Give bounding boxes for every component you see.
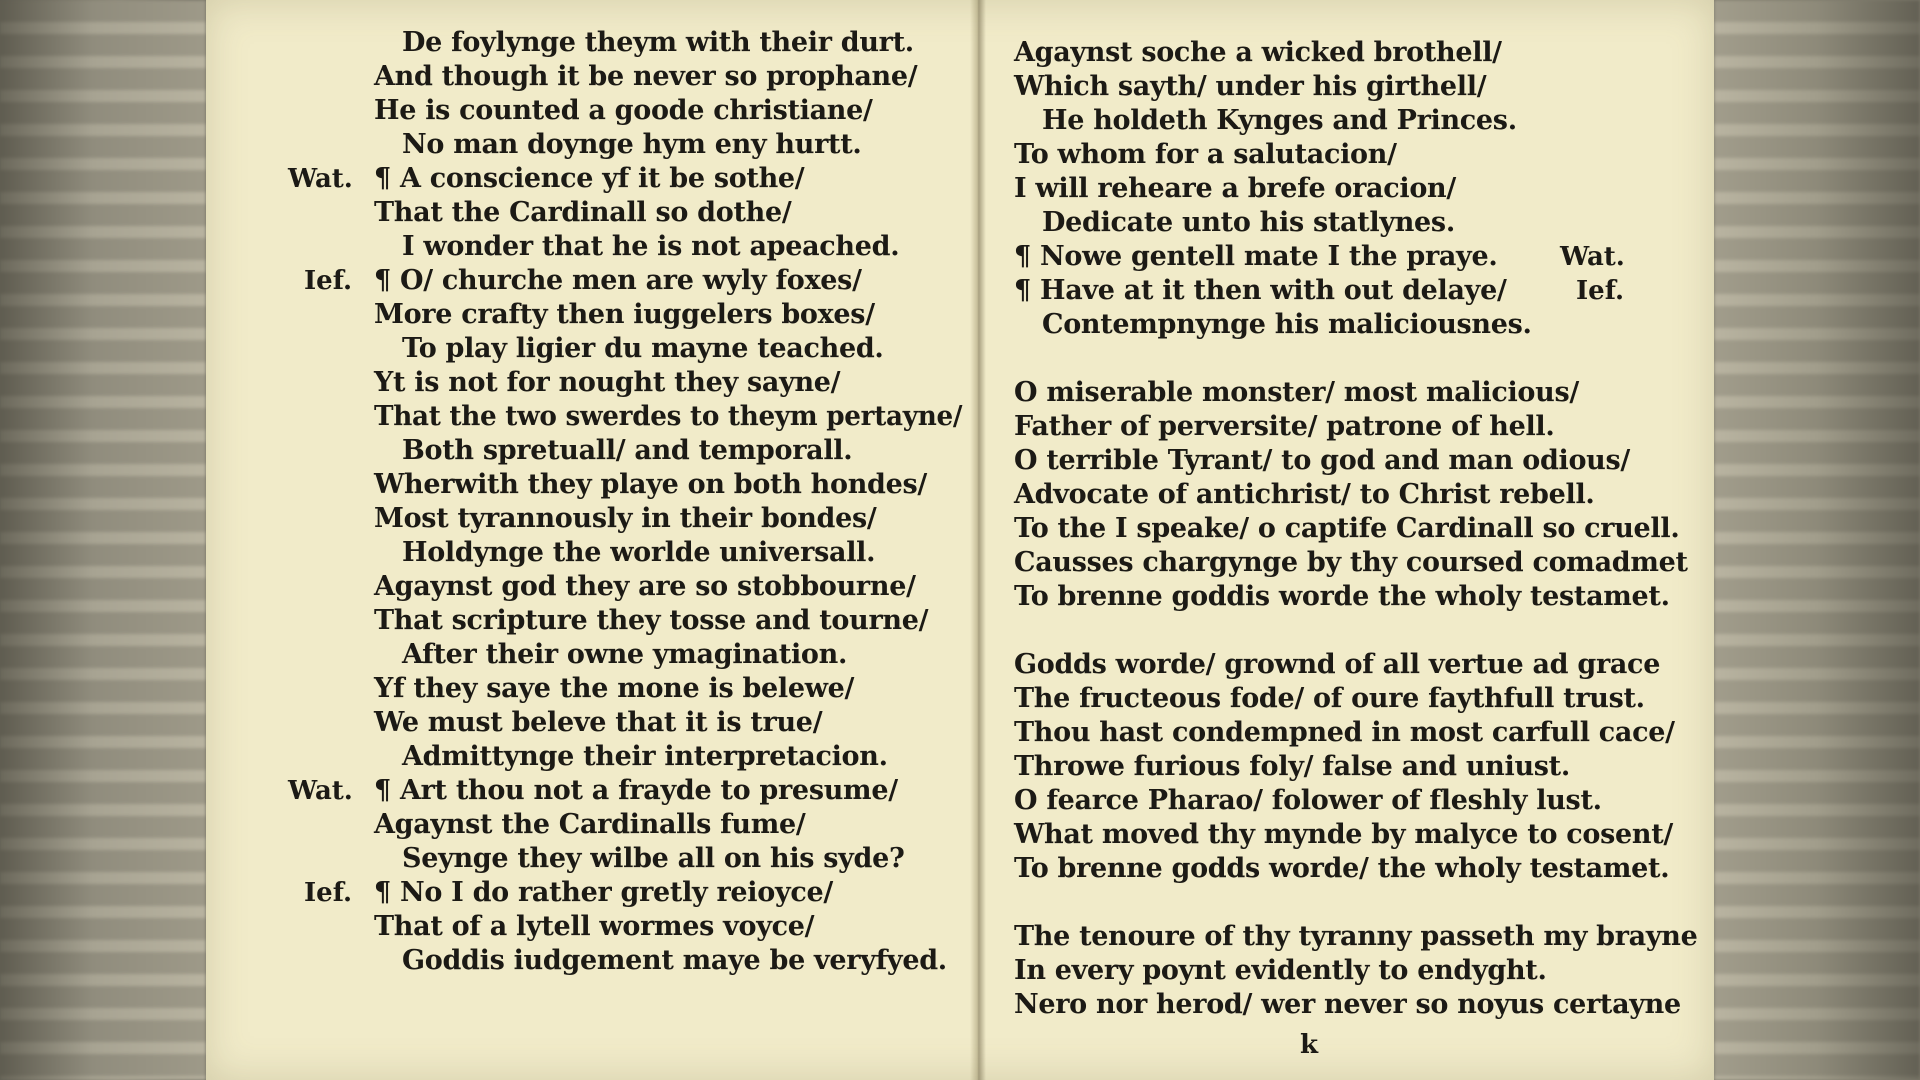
verse-line: Agaynst the Cardinalls fume/	[374, 809, 806, 840]
verse-line: The fructeous fode/ of oure faythfull trust.	[1014, 683, 1645, 714]
verse-line: ¶ A conscience yf it be sothe/	[374, 163, 805, 194]
speaker-label: Wat.	[288, 776, 353, 806]
verse-line: Throwe furious foly/ false and uniust.	[1014, 751, 1570, 782]
speaker-label: Wat.	[1560, 242, 1625, 272]
verse-line: Advocate of antichrist/ to Christ rebell.	[1014, 479, 1595, 510]
verse-line: Agaynst soche a wicked brothell/	[1014, 37, 1502, 68]
verse-line: Godds worde/ grownd of all vertue ad grace	[1014, 649, 1661, 680]
verse-line: Causses chargynge by thy coursed comadmet	[1014, 547, 1688, 578]
verse-line: He holdeth Kynges and Princes.	[1042, 105, 1517, 136]
verse-line: Admittynge their interpretacion.	[402, 741, 888, 772]
verse-line: De foylynge theym with their durt.	[402, 27, 914, 58]
verse-line: Yf they saye the mone is belewe/	[374, 673, 855, 704]
verse-line: What moved thy mynde by malyce to cosent/	[1014, 819, 1673, 850]
verse-line: ¶ No I do rather gretly reioyce/	[374, 877, 833, 908]
verse-line: ¶ Nowe gentell mate I the praye.	[1014, 241, 1498, 272]
verse-line: After their owne ymagination.	[402, 639, 848, 670]
verse-line: No man doynge hym eny hurtt.	[402, 129, 862, 160]
verse-line: He is counted a goode christiane/	[374, 95, 873, 126]
speaker-label: Ief.	[304, 266, 353, 296]
right-page	[986, 0, 1714, 1080]
verse-line: Seynge they wilbe all on his syde?	[402, 843, 905, 874]
verse-line: ¶ Have at it then with out delaye/	[1014, 275, 1507, 306]
verse-line: That scripture they tosse and tourne/	[374, 605, 929, 636]
blurred-left-edge	[0, 0, 206, 1080]
verse-line: The tenoure of thy tyranny passeth my brayne	[1014, 921, 1698, 952]
verse-line: Both spretuall/ and temporall.	[402, 435, 853, 466]
verse-line: Nero nor herod/ wer never so noyus certayne	[1014, 989, 1681, 1020]
verse-line: O fearce Pharao/ folower of fleshly lust.	[1014, 785, 1602, 816]
verse-line: Holdynge the worlde universall.	[402, 537, 876, 568]
speaker-label: Ief.	[1576, 276, 1625, 306]
book-gutter	[970, 0, 986, 1080]
verse-line: To brenne goddis worde the wholy testamet.	[1014, 581, 1670, 612]
signature-mark: k	[1300, 1030, 1319, 1060]
verse-line: To the I speake/ o captife Cardinall so cruell.	[1014, 513, 1680, 544]
book-spread	[206, 0, 1714, 1080]
left-page	[206, 0, 970, 1080]
verse-line: Thou hast condempned in most carfull cace/	[1014, 717, 1675, 748]
verse-line: Dedicate unto his statlynes.	[1042, 207, 1455, 238]
verse-line: To whom for a salutacion/	[1014, 139, 1397, 170]
verse-line: To play ligier du mayne teached.	[402, 333, 884, 364]
verse-line: O terrible Tyrant/ to god and man odious/	[1014, 445, 1630, 476]
verse-line: Which sayth/ under his girthell/	[1014, 71, 1487, 102]
verse-line: I wonder that he is not apeached.	[402, 231, 900, 262]
verse-line: I will reheare a brefe oracion/	[1014, 173, 1456, 204]
verse-line: ¶ O/ churche men are wyly foxes/	[374, 265, 862, 296]
verse-line: Father of perversite/ patrone of hell.	[1014, 411, 1555, 442]
verse-line: Goddis iudgement maye be veryfyed.	[402, 945, 947, 976]
verse-line: That the Cardinall so dothe/	[374, 197, 792, 228]
verse-line: We must beleve that it is true/	[374, 707, 823, 738]
speaker-label: Ief.	[304, 878, 353, 908]
verse-line: Contempnynge his maliciousnes.	[1042, 309, 1532, 340]
verse-line: ¶ Art thou not a frayde to presume/	[374, 775, 898, 806]
verse-line: Agaynst god they are so stobbourne/	[374, 571, 916, 602]
verse-line: Wherwith they playe on both hondes/	[374, 469, 927, 500]
verse-line: In every poynt evidently to endyght.	[1014, 955, 1547, 986]
verse-line: That the two swerdes to theym pertayne/	[374, 401, 963, 432]
verse-line: To brenne godds worde/ the wholy testamet.	[1014, 853, 1670, 884]
blurred-right-edge	[1714, 0, 1920, 1080]
speaker-label: Wat.	[288, 164, 353, 194]
verse-line: Most tyrannously in their bondes/	[374, 503, 877, 534]
verse-line: And though it be never so prophane/	[374, 61, 918, 92]
verse-line: O miserable monster/ most malicious/	[1014, 377, 1579, 408]
verse-line: More crafty then iuggelers boxes/	[374, 299, 875, 330]
verse-line: Yt is not for nought they sayne/	[374, 367, 841, 398]
verse-line: That of a lytell wormes voyce/	[374, 911, 815, 942]
